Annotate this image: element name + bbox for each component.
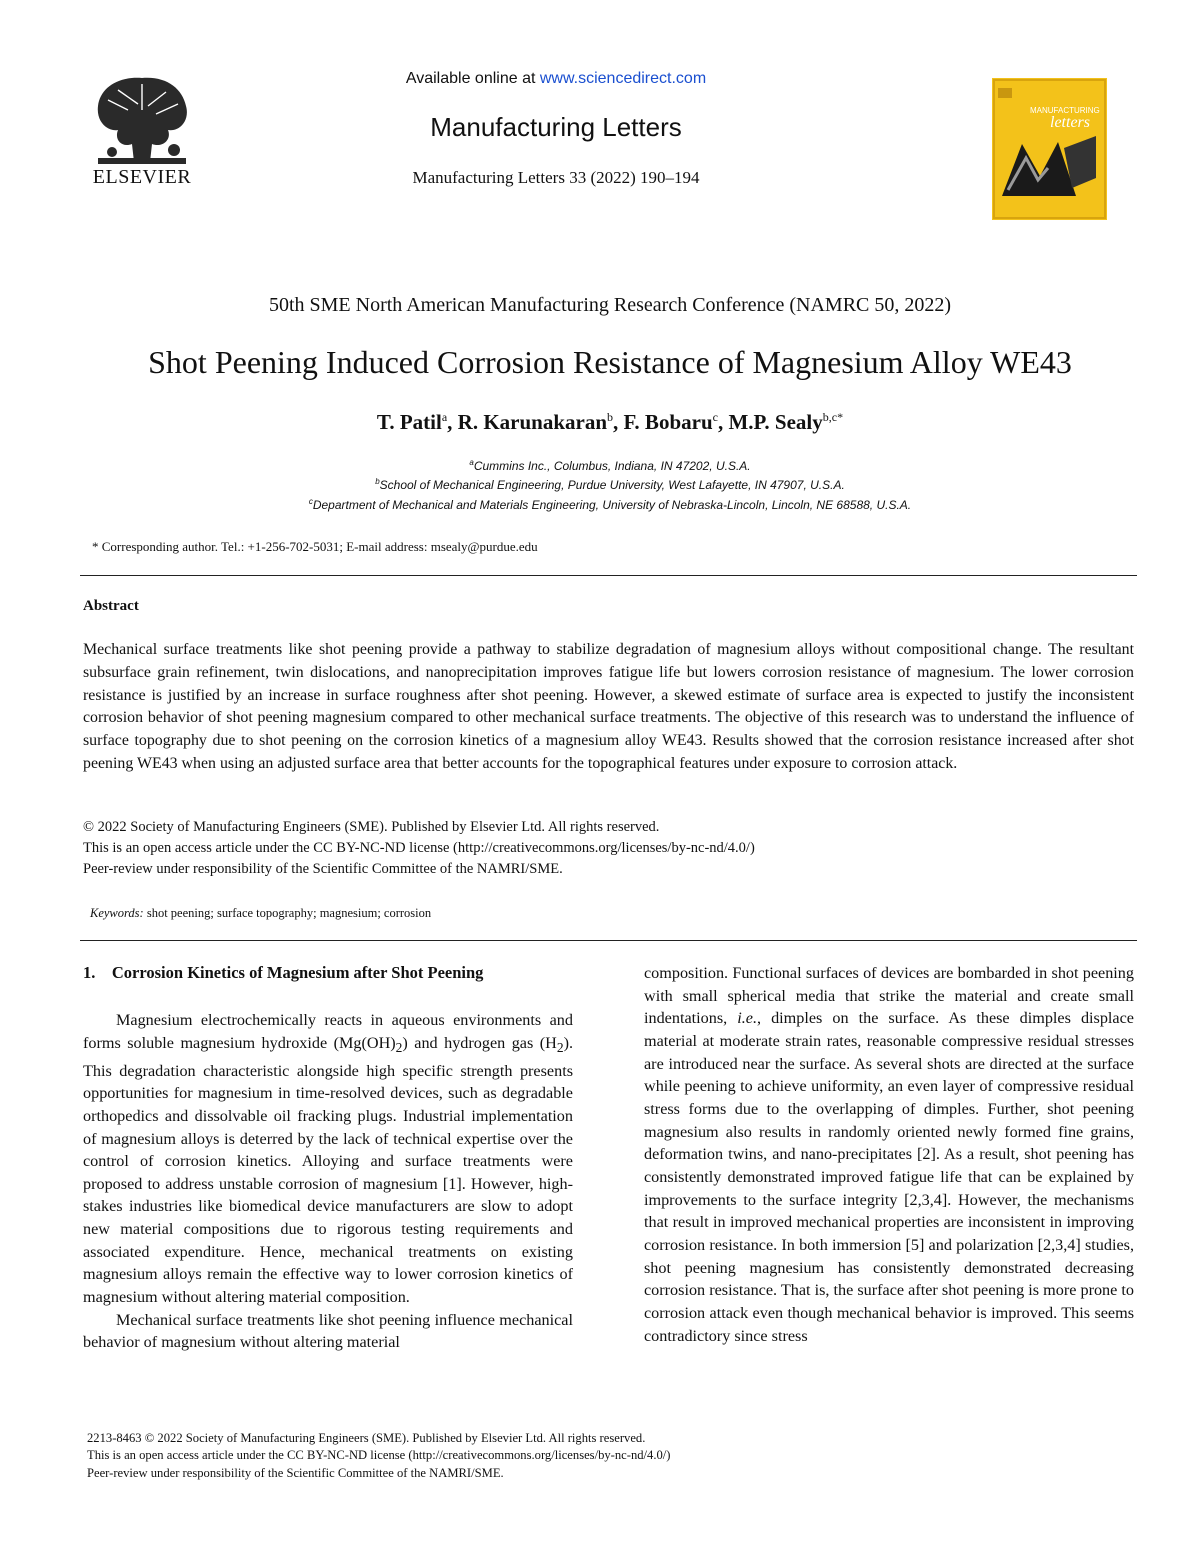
cover-title-large: letters bbox=[1050, 114, 1090, 131]
affiliation-mark: c bbox=[308, 497, 313, 506]
author-affiliation-mark: c bbox=[712, 410, 718, 424]
author-affiliation-mark: b bbox=[607, 410, 614, 424]
keywords bbox=[90, 906, 431, 921]
section-heading: 1. Corrosion Kinetics of Magnesium after Shot Peening bbox=[83, 963, 484, 982]
body-paragraph bbox=[83, 1309, 573, 1354]
body-text-italic: i.e. bbox=[737, 1009, 757, 1028]
conference-name: 50th SME North American Manufacturing Research Conference (NAMRC 50, 2022) bbox=[268, 294, 952, 316]
keywords-text: shot peening; surface topography; magnesium; corrosion bbox=[143, 906, 432, 920]
corresponding-author: * Corresponding author. Tel.: +1-256-702-5031; E-mail address: msealy@purdue.edu bbox=[92, 539, 538, 554]
body-text: Magnesium electrochemically reacts in aqueous environments and forms soluble magnesium hydroxide (Mg(OH) bbox=[83, 1011, 573, 1052]
affiliation-mark: b bbox=[375, 477, 380, 486]
author-list: T. Patil$^a$, R. Karunakaran$^b$, F. Bobaru$^c$, M.P. Sealy$^{b,c*}$ bbox=[376, 410, 844, 434]
body-text: ) and hydrogen gas (H bbox=[402, 1033, 557, 1052]
body-paragraph bbox=[644, 962, 1134, 1347]
cover-title-small: MANUFACTURING bbox=[1030, 106, 1100, 115]
author-affiliation-mark: b,c* bbox=[822, 410, 844, 424]
divider bbox=[80, 575, 1137, 576]
footer-peer-review: Peer-review under responsibility of the Scientific Committee of the NAMRI/SME. bbox=[87, 1466, 504, 1480]
journal-name: Manufacturing Letters bbox=[430, 112, 682, 142]
body-column-left bbox=[83, 1009, 573, 1354]
subscript: 2 bbox=[556, 1039, 564, 1055]
abstract-heading: Abstract bbox=[83, 598, 139, 614]
affiliation-text: Cummins Inc., Columbus, Indiana, IN 47202, U.S.A. bbox=[473, 459, 751, 473]
author-affiliation-mark: a bbox=[441, 410, 448, 424]
affiliation-text: Department of Mechanical and Materials Engineering, University of Nebraska-Lincoln, Lincoln, NE 68588, U.S.A. bbox=[312, 498, 912, 512]
author-name: F. Bobaru bbox=[623, 410, 713, 434]
affiliation-a bbox=[80, 458, 1140, 473]
divider bbox=[80, 940, 1137, 941]
journal-cover-image bbox=[992, 78, 1107, 220]
affiliation-text: School of Mechanical Engineering, Purdue University, West Lafayette, IN 47907, U.S.A. bbox=[379, 478, 845, 492]
keywords-label: Keywords: bbox=[90, 906, 144, 920]
body-paragraph bbox=[83, 1009, 573, 1309]
affiliation-b bbox=[80, 477, 1140, 492]
paper-title: Shot Peening Induced Corrosion Resistance of Magnesium Alloy WE43 bbox=[148, 344, 1072, 380]
body-text: composition. Functional surfaces of devices are bombarded in shot peening with small spherical media that strike the material and create small indentations, bbox=[644, 964, 1134, 1028]
journal-citation: Manufacturing Letters 33 (2022) 190–194 bbox=[412, 168, 700, 187]
available-online bbox=[300, 70, 812, 88]
body-text: , dimples on the surface. As these dimples displace material at moderate strain rates, reasonable compressive residual stresses are introduced near the surface. As several shots are directed at the surface while peening to achieve uniformity, an even layer of compressive residual stress forms due to the overlapping of dimples. Further, shot peening magnesium also results in randomly oriented newly formed fine grains, deformation twins, and nano-precipitates [2]. As a result, shot peening has consistently demonstrated improved fatigue life that can be explained by improvements to the surface integrity [2,3,4]. However, the mechanisms that result in improved mechanical properties are inconsistent in improving corrosion resistance. In both immersion [5] and polarization [2,3,4] studies, shot peening magnesium has consistently demonstrated decreasing corrosion resistance. That is, the surface after shot peening is more prone to corrosion attack even though mechanical behavior is improved. This seems contradictory since stress bbox=[644, 1009, 1134, 1345]
publisher-name: ELSEVIER bbox=[92, 166, 192, 188]
footer-issn: 2213-8463 © 2022 Society of Manufacturing Engineers (SME). Published by Elsevier Ltd. All rights reserved. bbox=[87, 1431, 646, 1445]
elsevier-logo bbox=[88, 70, 196, 192]
author-name: T. Patil bbox=[376, 410, 442, 434]
body-text: ). This degradation characteristic alongside high specific strength presents opportunities for magnesium in time-resolved devices, such as degradable orthopedics and dissolvable oil fracking plugs. Industrial implementation of magnesium alloys is deterred by the lack of technical expertise over the control of corrosion kinetics. Alloying and surface treatments were proposed to address unstable corrosion of magnesium [1]. However, high-stakes industries like biomedical device manufacturers are slow to adopt new material compositions due to rigorous testing requirements and associated expenditure. Hence, mechanical treatments on existing magnesium alloys remain the effective way to lower corrosion kinetics of magnesium without altering material composition. bbox=[83, 1033, 573, 1307]
sciencedirect-link[interactable]: www.sciencedirect.com bbox=[539, 70, 707, 87]
abstract-peer-review: Peer-review under responsibility of the Scientific Committee of the NAMRI/SME. bbox=[83, 861, 563, 877]
abstract-license: This is an open access article under the CC BY-NC-ND license (http://creativecommons.org/licenses/by-nc-nd/4.0/) bbox=[83, 840, 755, 856]
affiliation-mark: a bbox=[469, 458, 474, 467]
available-prefix: Available online at bbox=[405, 70, 540, 87]
body-column-right bbox=[644, 962, 1134, 1347]
body-text: Mechanical surface treatments like shot peening influence mechanical behavior of magnesium without altering material bbox=[83, 1310, 573, 1352]
author-name: M.P. Sealy bbox=[728, 410, 823, 434]
author-name: R. Karunakaran bbox=[457, 410, 608, 434]
subscript: 2 bbox=[395, 1039, 403, 1055]
footer-license: This is an open access article under the CC BY-NC-ND license (http://creativecommons.org/licenses/by-nc-nd/4.0/) bbox=[87, 1448, 671, 1462]
journal-cover bbox=[992, 78, 1107, 220]
affiliation-c bbox=[80, 497, 1140, 512]
abstract-text: Mechanical surface treatments like shot peening provide a pathway to stabilize degradation of magnesium alloys without compositional change. The resultant subsurface grain refinement, twin dislocations, and nanoprecipitation improves fatigue life but lowers corrosion resistance of magnesium. The lower corrosion resistance is justified by an increase in surface roughness after shot peening. However, a skewed estimate of surface area is expected to justify the inconsistent corrosion behavior of shot peening magnesium compared to other mechanical surface treatments. The objective of this research was to understand the influence of surface topography due to shot peening on the corrosion kinetics of a magnesium alloy WE43. Results showed that the corrosion resistance increased after shot peening WE43 when using an adjusted surface area that better accounts for the topographical features under exposure to corrosion attack. bbox=[83, 641, 1134, 772]
abstract-copyright: © 2022 Society of Manufacturing Engineers (SME). Published by Elsevier Ltd. All rights reserved. bbox=[83, 819, 660, 835]
